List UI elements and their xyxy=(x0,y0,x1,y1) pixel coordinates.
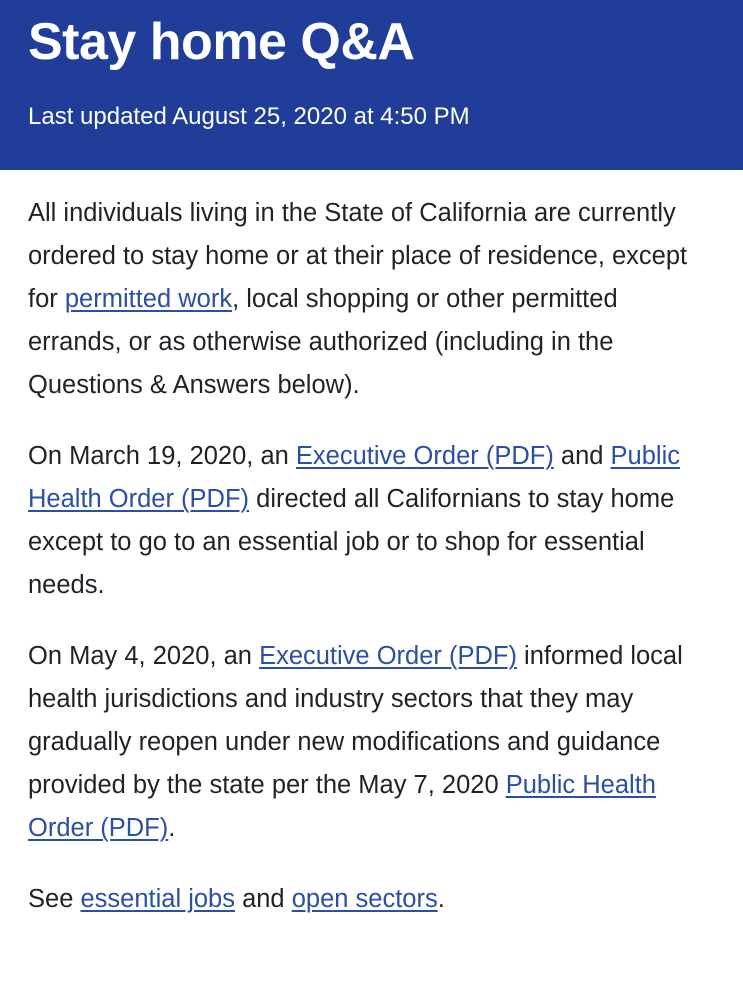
public-health-order-may-link[interactable]: Public Health Order (PDF) xyxy=(28,771,656,842)
executive-order-march-link[interactable]: Executive Order (PDF) xyxy=(295,442,554,470)
paragraph-text: All individuals living in the State of California are currently ordered to stay home or at their place of residence, except for xyxy=(28,199,688,313)
public-health-order-march-link[interactable]: Public Health Order (PDF) xyxy=(28,442,680,513)
paragraph-stay-home-order xyxy=(28,192,718,407)
paragraph-march-order xyxy=(28,435,718,607)
open-sectors-link[interactable]: open sectors xyxy=(291,885,438,913)
paragraph-may-order xyxy=(28,635,718,850)
page-title: Stay home Q&A xyxy=(28,13,415,71)
last-updated-text: Last updated August 25, 2020 at 4:50 PM xyxy=(28,103,470,130)
paragraph-see-also xyxy=(28,878,718,921)
paragraph-text: and xyxy=(553,442,611,470)
paragraph-text: On March 19, 2020, an xyxy=(28,442,296,470)
permitted-work-link[interactable]: permitted work xyxy=(64,285,233,313)
paragraph-text: directed all Californians to stay home except to go to an essential job or to shop for essential needs. xyxy=(28,485,675,599)
paragraph-text: See xyxy=(28,885,81,913)
paragraph-text: . xyxy=(437,885,445,913)
page-header xyxy=(0,0,743,170)
paragraph-text: . xyxy=(168,814,176,842)
essential-jobs-link[interactable]: essential jobs xyxy=(80,885,235,913)
main-content xyxy=(0,170,743,921)
paragraph-text: informed local health jurisdictions and industry sectors that they may gradually reopen under new modifications and guidance provided by the state per the May 7, 2020 xyxy=(28,642,683,799)
paragraph-text: On May 4, 2020, an xyxy=(28,642,260,670)
paragraph-text: , local shopping or other permitted errands, or as otherwise authorized (including in the Questions & Answers below). xyxy=(28,285,618,399)
paragraph-text: and xyxy=(234,885,292,913)
executive-order-may-link[interactable]: Executive Order (PDF) xyxy=(259,642,517,670)
